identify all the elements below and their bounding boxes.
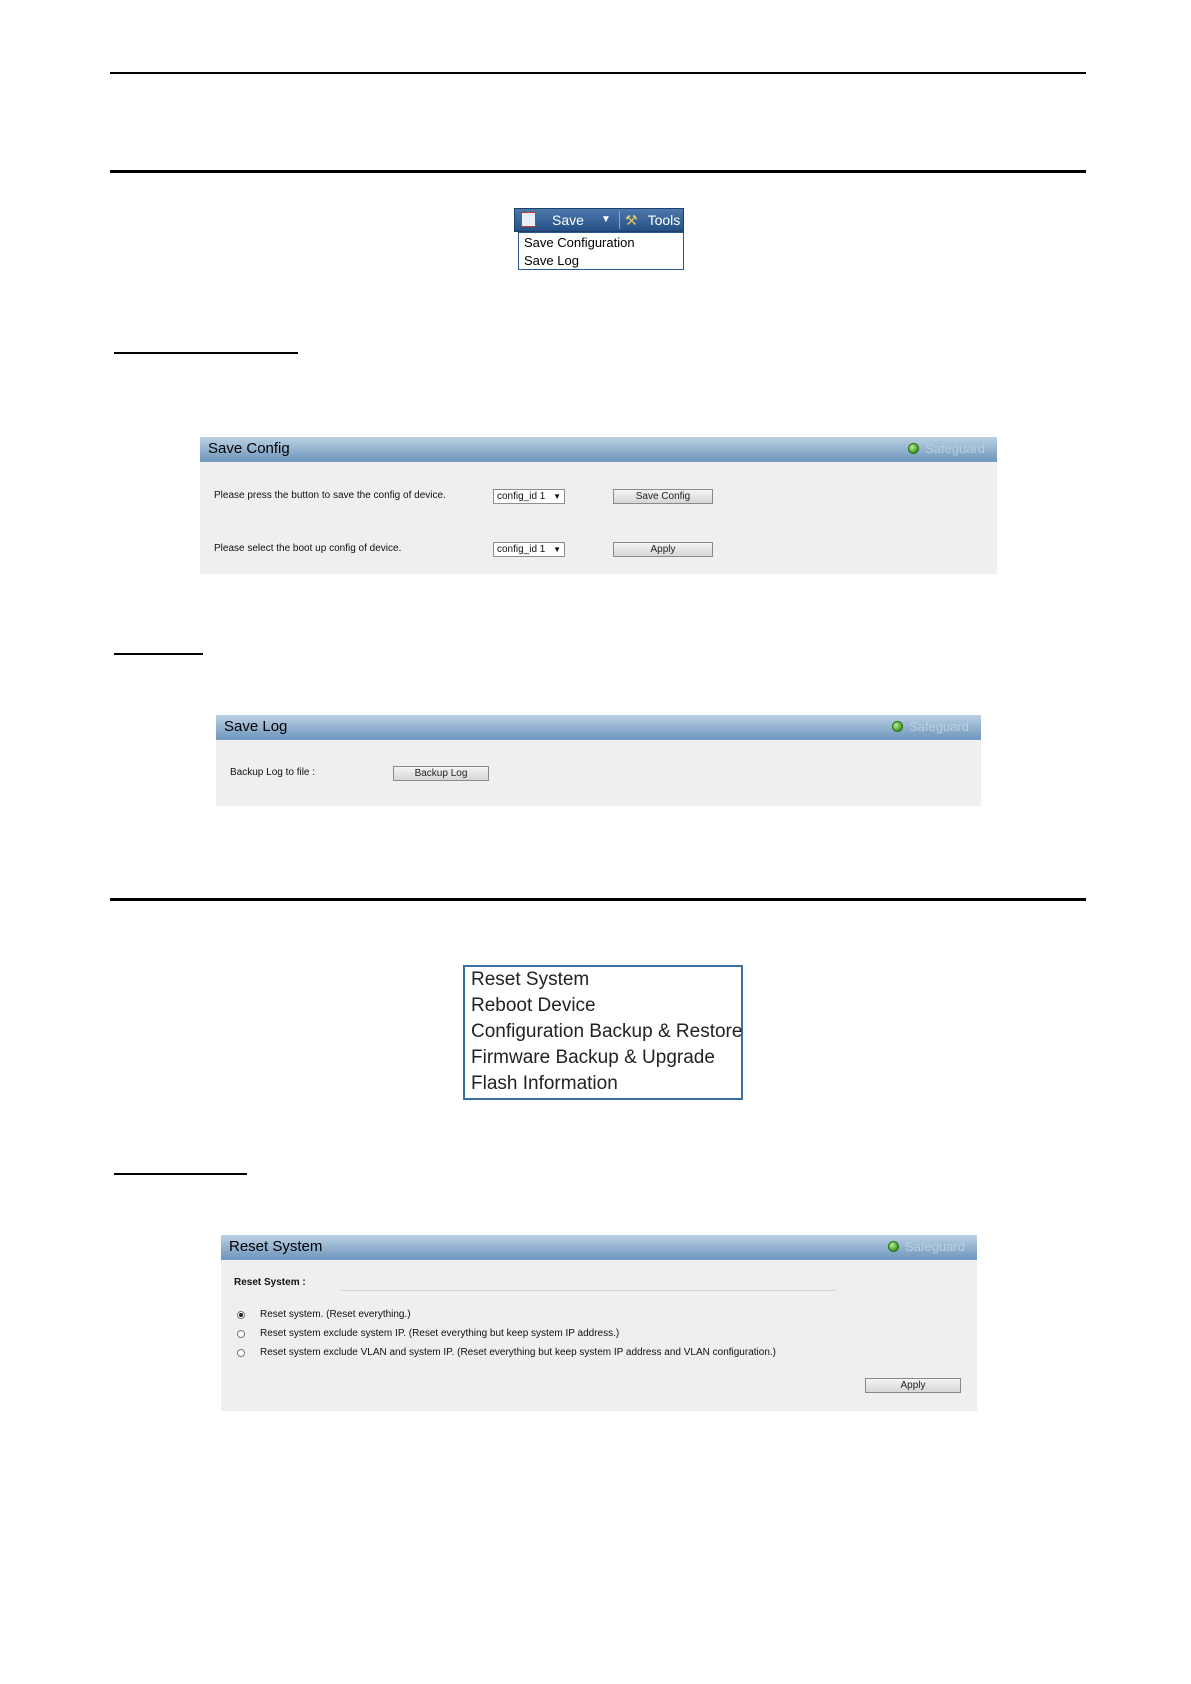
heading-underline-reset-system: [114, 1173, 247, 1175]
select-value: config_id 1: [497, 544, 546, 555]
panel-header: [221, 1235, 977, 1260]
safeguard-label: Safeguard: [925, 441, 985, 456]
save-log-panel: [216, 715, 981, 806]
chevron-down-icon[interactable]: ▼: [601, 214, 611, 225]
panel-header: [216, 715, 981, 740]
panel-header: [200, 437, 997, 462]
panel-title: Reset System: [229, 1238, 323, 1255]
tools-menu-button[interactable]: [625, 209, 680, 231]
safeguard-indicator[interactable]: [908, 439, 985, 459]
menu-item-flash-information[interactable]: Flash Information: [471, 1073, 618, 1094]
save-config-panel: [200, 437, 997, 574]
reset-option-label: Reset system. (Reset everything.): [260, 1309, 411, 1320]
safeguard-indicator[interactable]: [892, 717, 969, 737]
reset-option-label: Reset system exclude VLAN and system IP. (Reset everything but keep system IP address and VLAN configuration.): [260, 1347, 776, 1358]
tools-icon: ⚒: [625, 212, 638, 228]
menu-item-reboot-device[interactable]: Reboot Device: [471, 995, 596, 1016]
menu-item-save-log[interactable]: Save Log: [524, 253, 579, 268]
menu-item-firmware-backup-upgrade[interactable]: Firmware Backup & Upgrade: [471, 1047, 715, 1068]
heading-underline-save-log: [114, 653, 203, 655]
save-config-id-select[interactable]: [493, 489, 565, 504]
boot-config-instruction: Please select the boot up config of device.: [214, 543, 402, 554]
safeguard-indicator[interactable]: [888, 1237, 965, 1257]
save-config-instruction: Please press the button to save the config of device.: [214, 490, 446, 501]
reset-system-panel: [221, 1235, 977, 1411]
boot-config-id-select[interactable]: [493, 542, 565, 557]
safeguard-label: Safeguard: [909, 719, 969, 734]
safeguard-status-icon: [908, 443, 919, 454]
reset-option-label: Reset system exclude system IP. (Reset everything but keep system IP address.): [260, 1328, 620, 1339]
save-tools-toolbar: [514, 208, 684, 232]
save-dropdown-menu: [518, 232, 684, 270]
floppy-disk-icon: [521, 212, 536, 227]
panel-title: Save Log: [224, 718, 288, 735]
reset-option-radio-keep-ip[interactable]: [237, 1330, 245, 1338]
section-rule-tools: [110, 898, 1086, 901]
safeguard-status-icon: [892, 721, 903, 732]
reset-apply-button[interactable]: Apply: [865, 1378, 961, 1393]
safeguard-label: Safeguard: [905, 1239, 965, 1254]
section-divider: [341, 1290, 836, 1291]
tools-label: Tools: [647, 212, 681, 228]
chevron-down-icon: ▼: [553, 545, 561, 554]
section-rule-save: [110, 170, 1086, 173]
toolbar-divider: [619, 211, 620, 229]
reset-system-section-label: Reset System :: [234, 1277, 306, 1288]
select-value: config_id 1: [497, 491, 546, 502]
chevron-down-icon: ▼: [553, 492, 561, 501]
reset-option-radio-everything[interactable]: [237, 1311, 245, 1319]
save-label: Save: [552, 212, 584, 228]
menu-item-reset-system[interactable]: Reset System: [471, 969, 590, 990]
heading-underline-save-configuration: [114, 352, 298, 354]
menu-item-save-configuration[interactable]: Save Configuration: [524, 235, 635, 250]
backup-log-label: Backup Log to file :: [230, 767, 316, 778]
safeguard-status-icon: [888, 1241, 899, 1252]
save-menu-button[interactable]: [521, 209, 584, 231]
backup-log-button[interactable]: Backup Log: [393, 766, 489, 781]
reset-option-radio-keep-vlan-ip[interactable]: [237, 1349, 245, 1357]
menu-item-configuration-backup-restore[interactable]: Configuration Backup & Restore: [471, 1021, 743, 1042]
top-rule: [110, 72, 1086, 74]
save-config-button[interactable]: Save Config: [613, 489, 713, 504]
tools-menu-list: [463, 965, 743, 1100]
panel-title: Save Config: [208, 440, 290, 457]
apply-boot-config-button[interactable]: Apply: [613, 542, 713, 557]
